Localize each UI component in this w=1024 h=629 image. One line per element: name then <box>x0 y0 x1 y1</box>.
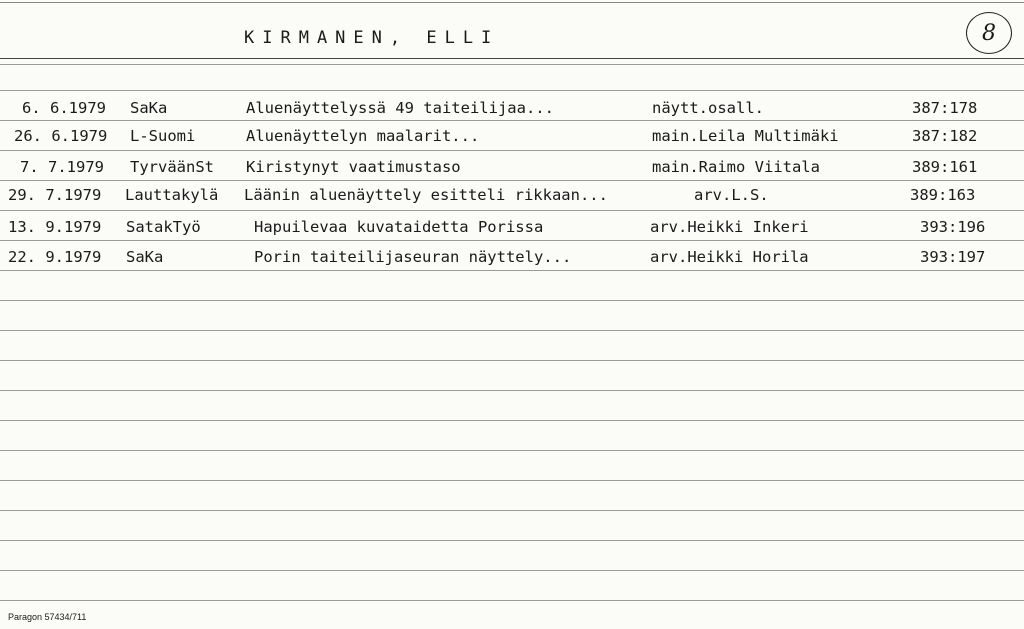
entry-headline: Aluenäyttelyn maalarit... <box>246 127 480 145</box>
entry-headline: Kiristynyt vaatimustaso <box>246 158 461 176</box>
header-rule-secondary <box>0 64 1024 65</box>
entry-source: Lauttakylä <box>125 186 219 204</box>
ruled-line <box>0 480 1024 481</box>
entry-source: SaKa <box>130 99 168 117</box>
entry-row <box>0 127 1024 149</box>
entry-source: TyrväänSt <box>130 158 214 176</box>
ruled-line <box>0 540 1024 541</box>
ruled-line <box>0 390 1024 391</box>
card-number: 8 <box>982 20 996 46</box>
ruled-line <box>0 450 1024 451</box>
ruled-line <box>0 90 1024 91</box>
entry-ref: 389:161 <box>912 158 978 176</box>
ruled-line <box>0 510 1024 511</box>
entry-row <box>0 248 1024 270</box>
entry-note: arv.Heikki Horila <box>650 248 809 266</box>
entry-row <box>0 218 1024 240</box>
entry-headline: Hapuilevaa kuvataidetta Porissa <box>254 218 544 236</box>
entry-source: SatakTyö <box>126 218 201 236</box>
entry-ref: 387:178 <box>912 99 978 117</box>
entry-note: arv.L.S. <box>694 186 769 204</box>
entry-ref: 393:197 <box>920 248 986 266</box>
ruled-line <box>0 150 1024 151</box>
entry-headline: Porin taiteilijaseuran näyttely... <box>254 248 572 266</box>
ruled-line <box>0 210 1024 211</box>
ruled-line <box>0 270 1024 271</box>
ruled-line <box>0 360 1024 361</box>
entry-row <box>0 186 1024 208</box>
entry-ref: 387:182 <box>912 127 978 145</box>
entry-date: 26. 6.1979 <box>14 127 108 145</box>
entry-date: 13. 9.1979 <box>8 218 102 236</box>
entry-note: näytt.osall. <box>652 99 764 117</box>
entry-date: 7. 7.1979 <box>20 158 104 176</box>
entry-note: main.Raimo Viitala <box>652 158 820 176</box>
entry-date: 29. 7.1979 <box>8 186 102 204</box>
ruled-line <box>0 300 1024 301</box>
entry-headline: Aluenäyttelyssä 49 taiteilijaa... <box>246 99 554 117</box>
entry-note: main.Leila Multimäki <box>652 127 839 145</box>
print-mark: Paragon 57434/711 <box>8 612 87 622</box>
entry-row <box>0 158 1024 180</box>
entry-ref: 389:163 <box>910 186 976 204</box>
card-number-circle <box>966 12 1012 54</box>
ruled-line <box>0 180 1024 181</box>
ruled-line <box>0 570 1024 571</box>
entry-source: L-Suomi <box>130 127 196 145</box>
card-top-edge <box>0 2 1024 3</box>
entry-ref: 393:196 <box>920 218 986 236</box>
entry-date: 6. 6.1979 <box>22 99 106 117</box>
card-title: KIRMANEN, ELLI <box>244 28 500 48</box>
ruled-line <box>0 600 1024 601</box>
entry-source: SaKa <box>126 248 164 266</box>
ruled-line <box>0 240 1024 241</box>
entry-row <box>0 99 1024 121</box>
entry-note: arv.Heikki Inkeri <box>650 218 809 236</box>
header-rule <box>0 58 1024 59</box>
ruled-line <box>0 420 1024 421</box>
ruled-line <box>0 330 1024 331</box>
entry-headline: Läänin aluenäyttely esitteli rikkaan... <box>244 186 608 204</box>
entry-date: 22. 9.1979 <box>8 248 102 266</box>
